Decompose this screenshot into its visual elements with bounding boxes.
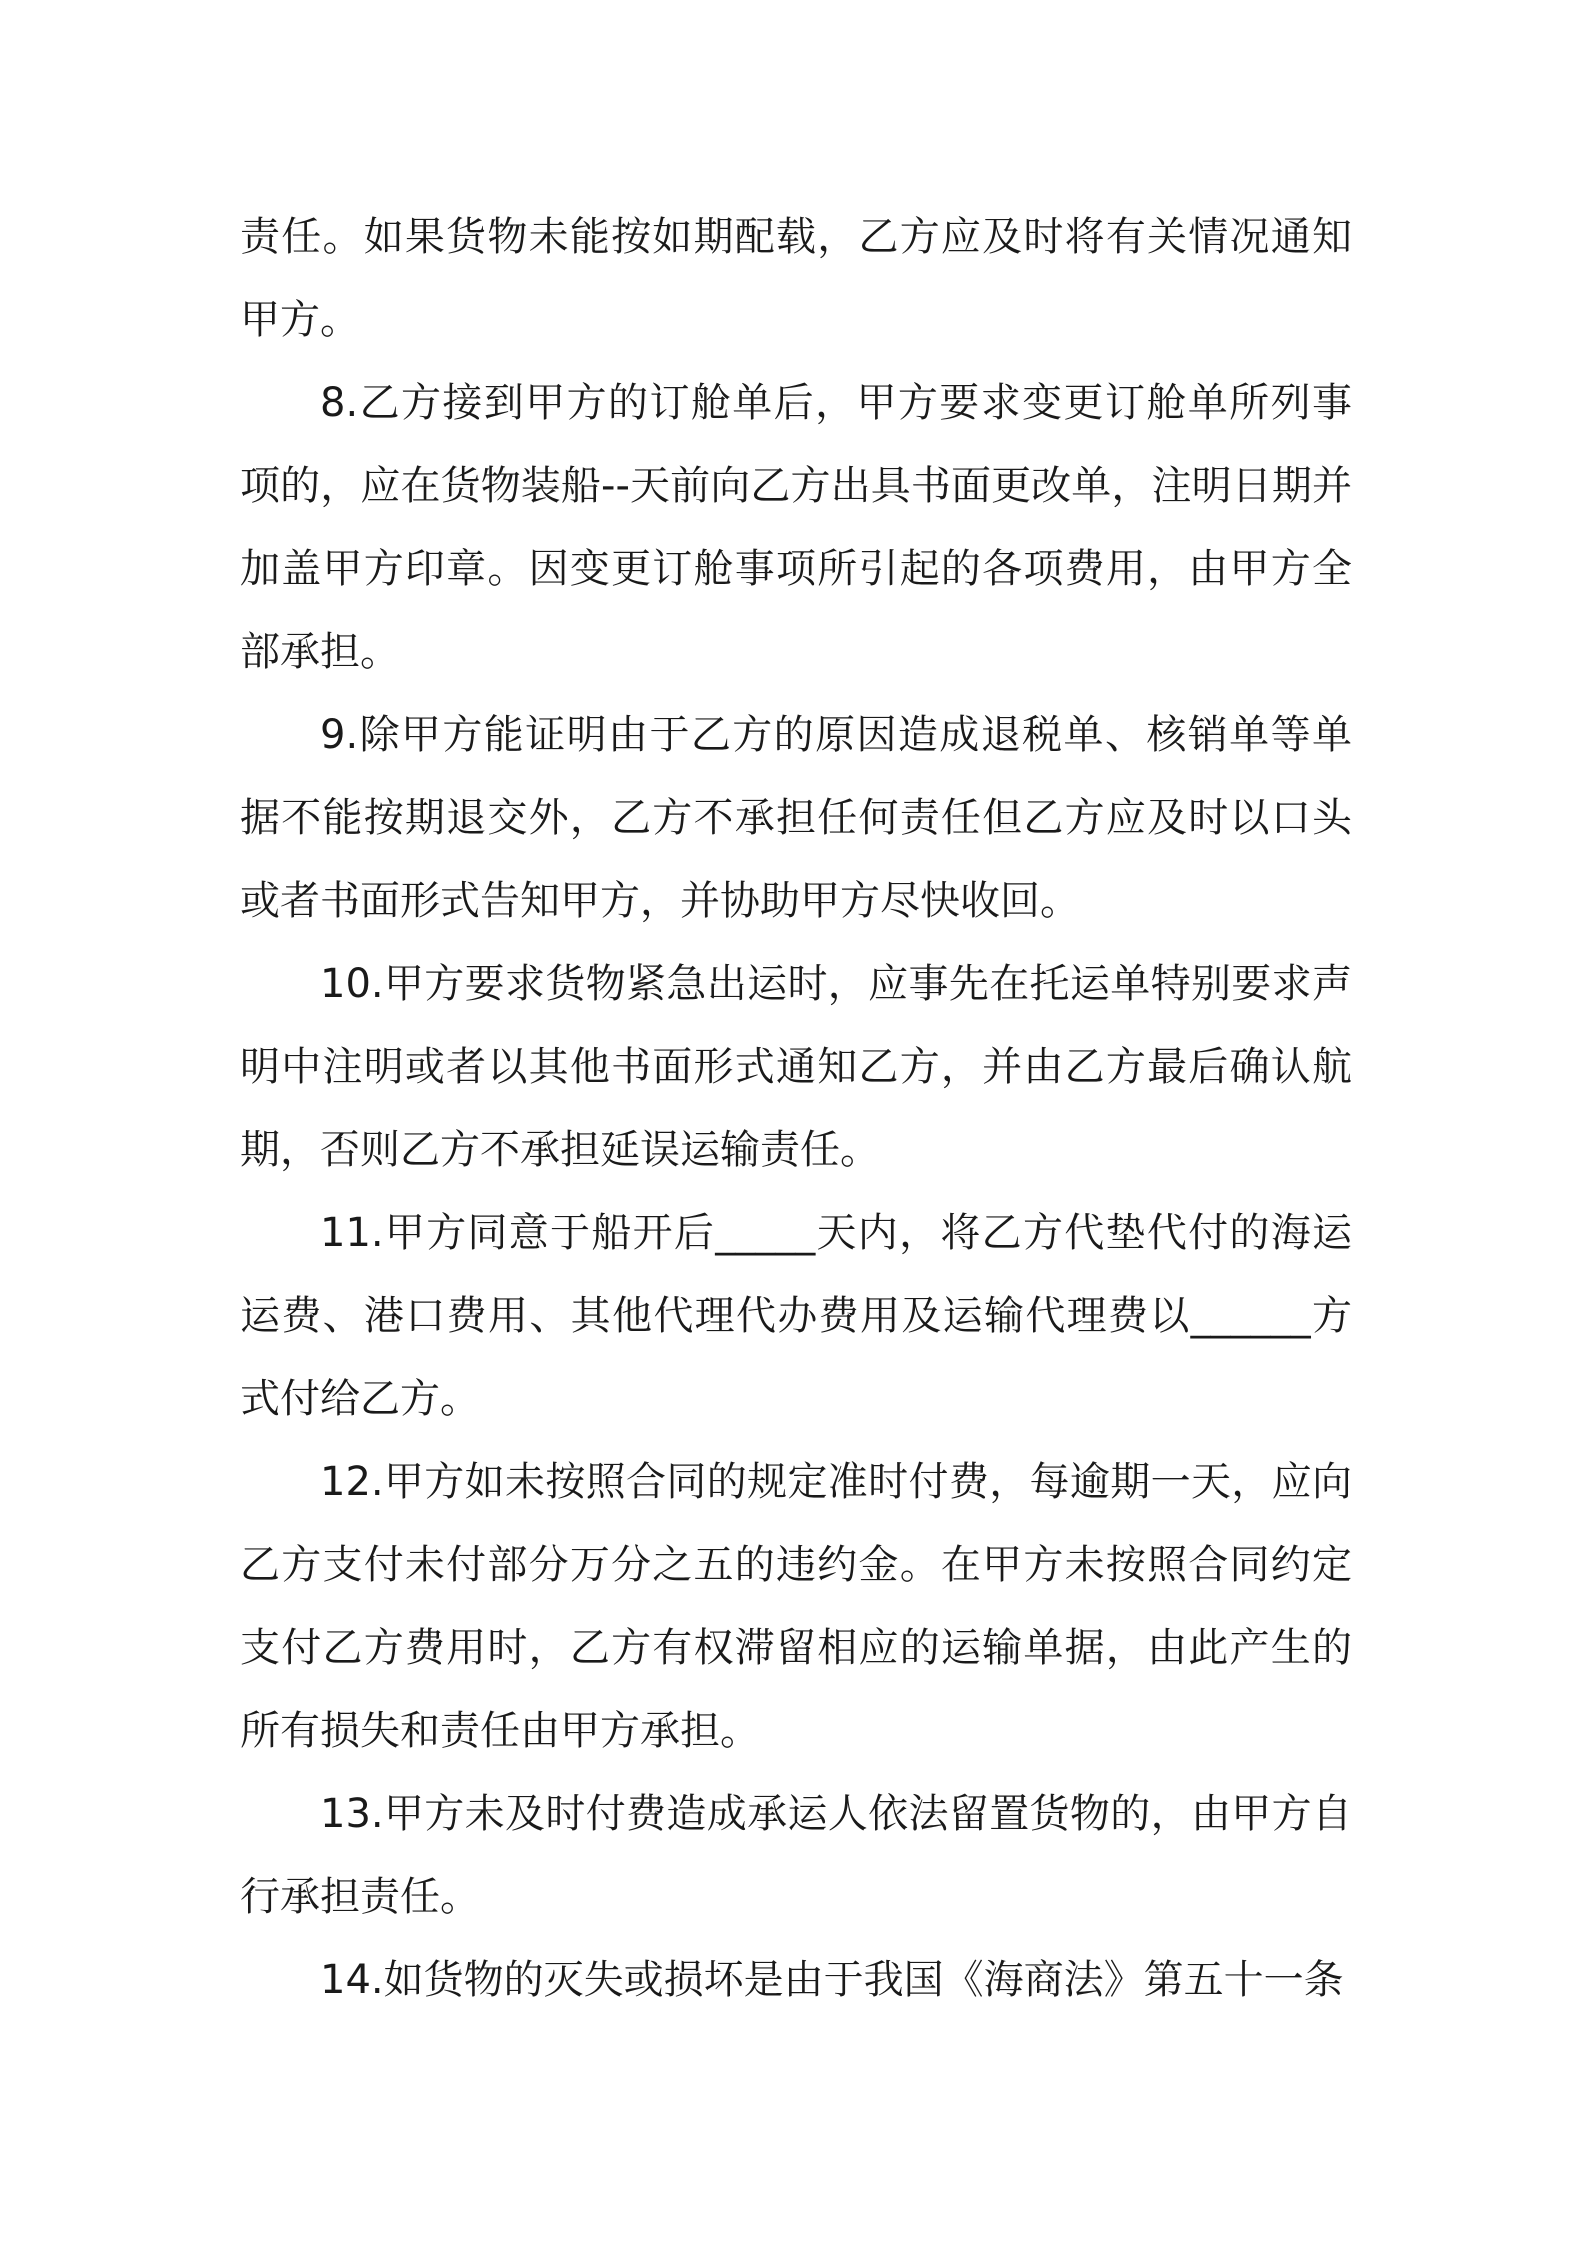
paragraph-continuation: 责任。如果货物未能按如期配载，乙方应及时将有关情况通知甲方。 bbox=[240, 214, 1352, 343]
clause-11: 11.甲方同意于船开后_____天内，将乙方代垫代付的海运运费、港口费用、其他代理代办费用及运输代理费以______方式付给乙方。 bbox=[240, 1210, 1352, 1422]
clause-13: 13.甲方未及时付费造成承运人依法留置货物的，由甲方自行承担责任。 bbox=[240, 1791, 1352, 1920]
clause-9: 9.除甲方能证明由于乙方的原因造成退税单、核销单等单据不能按期退交外，乙方不承担任何责任但乙方应及时以口头或者书面形式告知甲方，并协助甲方尽快收回。 bbox=[240, 712, 1352, 924]
clause-12: 12.甲方如未按照合同的规定准时付费，每逾期一天，应向乙方支付未付部分万分之五的违约金。在甲方未按照合同约定支付乙方费用时，乙方有权滞留相应的运输单据，由此产生的所有损失和责任由甲方承担。 bbox=[240, 1459, 1352, 1754]
clause-14: 14.如货物的灭失或损坏是由于我国《海商法》第五十一条 bbox=[320, 1957, 1344, 2003]
clause-8: 8.乙方接到甲方的订舱单后，甲方要求变更订舱单所列事项的，应在货物装船--天前向乙方出具书面更改单，注明日期并加盖甲方印章。因变更订舱事项所引起的各项费用，由甲方全部承担。 bbox=[240, 380, 1352, 675]
document-body bbox=[240, 196, 1352, 2022]
clause-10: 10.甲方要求货物紧急出运时，应事先在托运单特别要求声明中注明或者以其他书面形式通知乙方，并由乙方最后确认航期，否则乙方不承担延误运输责任。 bbox=[240, 961, 1352, 1173]
